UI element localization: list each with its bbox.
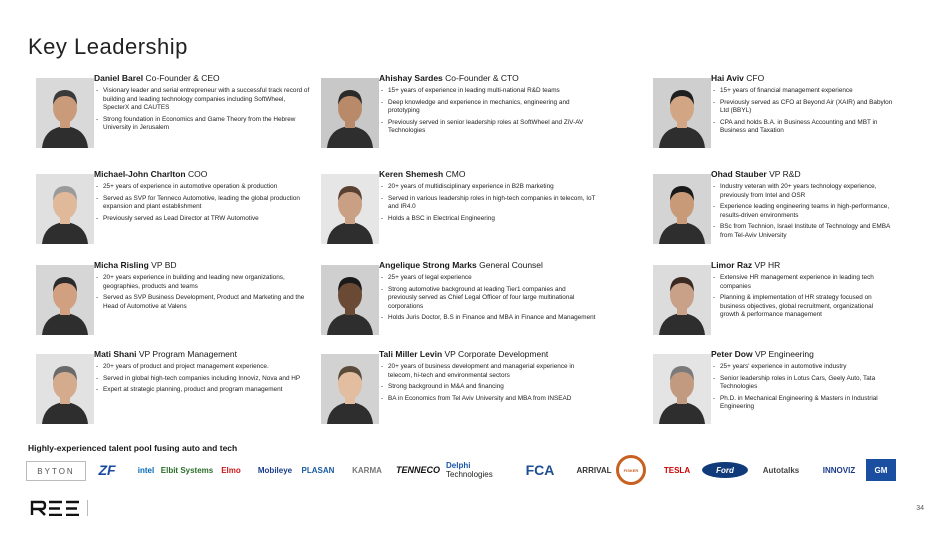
leader-bullets bbox=[713, 363, 893, 415]
leader-name-role bbox=[379, 349, 548, 359]
company-logo bbox=[816, 455, 862, 485]
bullet-item: - Previously served as CFO at Beyond Air (XAIR) and Babylon Ltd (BBYL) bbox=[713, 99, 893, 116]
company-logo bbox=[26, 461, 86, 481]
portrait-photo bbox=[36, 174, 94, 244]
leader-name: Michael-John Charlton bbox=[94, 169, 186, 179]
bullet-item: - 25+ years' experience in automotive industry bbox=[713, 363, 893, 372]
bullet-item: - Senior leadership roles in Lotus Cars, Geely Auto, Tata Technologies bbox=[713, 375, 893, 392]
company-logo bbox=[702, 462, 748, 478]
bullet-item: - Planning & implementation of HR strategy focused on business objectives, global recruitment, organizational growth & performance management bbox=[713, 294, 893, 320]
leader-name: Ahishay Sardes bbox=[379, 73, 443, 83]
leader-name-role bbox=[94, 73, 220, 83]
page-number: 34 bbox=[916, 505, 924, 512]
leader-role: VP Engineering bbox=[752, 349, 814, 359]
company-logo-text: Autotalks bbox=[762, 465, 800, 475]
bullet-item: - BSc from Technion, Israel Institute of Technology and EMBA from Tel-Aviv University bbox=[713, 223, 893, 240]
leader-name-role bbox=[711, 73, 764, 83]
leader-role: Co-Founder & CTO bbox=[442, 73, 519, 83]
portrait-photo bbox=[36, 265, 94, 335]
bullet-item: - CPA and holds B.A. in Business Accounting and MBT in Business and Taxation bbox=[713, 119, 893, 136]
bullet-item: - 20+ years of product and project management experience. bbox=[96, 363, 311, 372]
company-logo-text: intel bbox=[137, 465, 155, 475]
leader-bullets bbox=[713, 274, 893, 323]
portrait-photo bbox=[321, 265, 379, 335]
company-logo-text: BYTON bbox=[37, 466, 75, 476]
leader-role: Co-Founder & CEO bbox=[143, 73, 220, 83]
company-logo-text: PLASAN bbox=[301, 465, 335, 475]
footer-divider bbox=[87, 500, 88, 516]
leader-name-role bbox=[94, 349, 237, 359]
leader-bullets bbox=[96, 183, 311, 226]
bullet-item: - Visionary leader and serial entrepreneur with a successful track record of building and leading technology companies including SoftWheel, SpecterX and CAUTES bbox=[96, 87, 311, 113]
leader-bullets bbox=[381, 363, 596, 406]
leader-role: VP Program Management bbox=[136, 349, 237, 359]
company-logo bbox=[574, 455, 614, 485]
company-logo-text: TENNECO bbox=[395, 465, 440, 475]
company-logo bbox=[88, 455, 126, 485]
bullet-item: - Previously served in senior leadership roles at SoftWheel and ZiV-AV Technologies bbox=[381, 119, 596, 136]
leader-name: Daniel Barel bbox=[94, 73, 144, 83]
company-logo-text: Ford bbox=[716, 465, 734, 475]
leader-name: Keren Shemesh bbox=[379, 169, 444, 179]
leader-name-role bbox=[379, 73, 519, 83]
company-logo bbox=[394, 455, 442, 485]
leader-photo bbox=[36, 174, 94, 244]
leader-name-role bbox=[379, 169, 465, 179]
leader-photo bbox=[653, 354, 711, 424]
leader-photo bbox=[653, 78, 711, 148]
leader-photo bbox=[653, 174, 711, 244]
bullet-item: - Experience leading engineering teams in high-performance, results-driven environments bbox=[713, 203, 893, 220]
bullet-item: - 25+ years of experience in automotive operation & production bbox=[96, 183, 311, 192]
bullet-item: - Strong foundation in Economics and Game Theory from the Hebrew University in Jerusalem bbox=[96, 116, 311, 133]
bullet-item: - 20+ years of multidisciplinary experience in B2B marketing bbox=[381, 183, 596, 192]
portrait-photo bbox=[653, 354, 711, 424]
leader-name: Peter Dow bbox=[711, 349, 753, 359]
company-logo bbox=[866, 459, 896, 481]
portrait-photo bbox=[321, 354, 379, 424]
leader-name-role bbox=[711, 260, 780, 270]
company-logo-text: Elmo bbox=[221, 465, 241, 475]
company-logo-text: KARMA bbox=[352, 465, 382, 475]
company-logo bbox=[446, 455, 506, 485]
company-logo-text: Mobileye bbox=[257, 465, 293, 475]
bullet-item: - Served as SVP for Tenneco Automotive, leading the global production expansion and plant establishment bbox=[96, 195, 311, 212]
company-logo bbox=[616, 455, 646, 485]
leader-role: VP BD bbox=[148, 260, 177, 270]
company-logo-text: GM bbox=[874, 465, 888, 475]
company-logo bbox=[160, 455, 214, 485]
portrait-photo bbox=[653, 174, 711, 244]
company-logo-text: Elbit Systems bbox=[160, 465, 214, 475]
company-logos-strip bbox=[26, 455, 896, 489]
bullet-item: - Served as SVP Business Development, Product and Marketing and the Head of Automotive at Valens bbox=[96, 294, 311, 311]
leader-bullets bbox=[96, 87, 311, 136]
leader-photo bbox=[36, 78, 94, 148]
leader-role: VP R&D bbox=[766, 169, 801, 179]
bullet-item: - Expert at strategic planning, product and program management bbox=[96, 386, 311, 395]
company-logo-subtext: Technologies bbox=[446, 470, 493, 479]
leader-photo bbox=[36, 354, 94, 424]
leader-name: Hai Aviv bbox=[711, 73, 744, 83]
leader-photo bbox=[36, 265, 94, 335]
leader-bullets bbox=[381, 274, 596, 326]
company-logo bbox=[344, 455, 390, 485]
leader-bullets bbox=[96, 274, 311, 314]
leader-name: Angelique Strong Marks bbox=[379, 260, 477, 270]
company-logo-text: ARRIVAL bbox=[576, 465, 612, 475]
company-logo-text: Delphi bbox=[446, 461, 471, 470]
company-logo bbox=[656, 455, 698, 485]
bullet-item: - 20+ years of business development and managerial experience in telecom, hi-tech and environmental sectors bbox=[381, 363, 596, 380]
leader-bullets bbox=[96, 363, 311, 398]
bullet-item: - Strong automotive background at leading Tier1 companies and previously served as Chief Legal Officer of four large multinational corporations bbox=[381, 286, 596, 312]
bullet-item: - Served in various leadership roles in high-tech companies in telecom, IoT and IR4.0 bbox=[381, 195, 596, 212]
leader-name-role bbox=[94, 169, 207, 179]
bullet-item: - Strong background in M&A and financing bbox=[381, 383, 596, 392]
company-logo bbox=[752, 455, 810, 485]
leader-bullets bbox=[381, 183, 596, 226]
company-logo bbox=[254, 455, 296, 485]
leader-role: VP Corporate Development bbox=[442, 349, 549, 359]
portrait-photo bbox=[653, 265, 711, 335]
leader-name: Tali Miller Levin bbox=[379, 349, 443, 359]
leader-role: VP HR bbox=[752, 260, 781, 270]
company-logo-text: TESLA bbox=[663, 465, 691, 475]
company-logo bbox=[512, 455, 568, 485]
company-logo-text: ZF bbox=[98, 462, 116, 478]
leader-name: Ohad Stauber bbox=[711, 169, 767, 179]
bullet-item: - 20+ years experience in building and leading new organizations, geographies, products and teams bbox=[96, 274, 311, 291]
leader-name-role bbox=[711, 349, 814, 359]
company-logo-text: FCA bbox=[525, 462, 555, 478]
bullet-item: - Holds a BSC in Electrical Engineering bbox=[381, 215, 596, 224]
portrait-photo bbox=[321, 78, 379, 148]
portrait-photo bbox=[36, 78, 94, 148]
bullet-item: - Extensive HR management experience in leading tech companies bbox=[713, 274, 893, 291]
leader-role: General Counsel bbox=[476, 260, 543, 270]
leader-role: CFO bbox=[743, 73, 765, 83]
page-title: Key Leadership bbox=[28, 34, 188, 59]
portrait-photo bbox=[36, 354, 94, 424]
leader-photo bbox=[321, 354, 379, 424]
leader-name: Limor Raz bbox=[711, 260, 753, 270]
leader-name-role bbox=[379, 260, 543, 270]
bullet-item: - 25+ years of legal experience bbox=[381, 274, 596, 283]
portrait-photo bbox=[653, 78, 711, 148]
leader-role: CMO bbox=[443, 169, 466, 179]
leader-role: COO bbox=[185, 169, 208, 179]
bullet-item: - Deep knowledge and experience in mechanics, engineering and prototyping bbox=[381, 99, 596, 116]
leader-photo bbox=[321, 265, 379, 335]
leader-name-role bbox=[711, 169, 801, 179]
bullet-item: - Served in global high-tech companies including Innoviz, Nova and HP bbox=[96, 375, 311, 384]
bullet-item: - 15+ years of experience in leading multi-national R&D teams bbox=[381, 87, 596, 96]
leader-name: Mati Shani bbox=[94, 349, 137, 359]
leader-bullets bbox=[713, 183, 893, 244]
company-logo bbox=[129, 455, 163, 485]
leader-photo bbox=[321, 174, 379, 244]
company-logo bbox=[211, 455, 251, 485]
leader-bullets bbox=[381, 87, 596, 139]
portrait-photo bbox=[321, 174, 379, 244]
bullet-item: - 15+ years of financial management experience bbox=[713, 87, 893, 96]
bullet-item: - Ph.D. in Mechanical Engineering & Masters in Industrial Engineering bbox=[713, 395, 893, 412]
company-logo-text: FISKER bbox=[623, 467, 639, 473]
bullet-item: - Industry veteran with 20+ years technology experience, previously from Intel and OSR bbox=[713, 183, 893, 200]
bullet-item: - BA in Economics from Tel Aviv University and MBA from INSEAD bbox=[381, 395, 596, 404]
talent-pool-title: Highly-experienced talent pool fusing auto and tech bbox=[28, 443, 238, 453]
leader-bullets bbox=[713, 87, 893, 139]
ree-logo bbox=[30, 500, 82, 516]
leader-name-role bbox=[94, 260, 177, 270]
company-logo bbox=[298, 455, 338, 485]
leader-name: Micha Risling bbox=[94, 260, 149, 270]
company-logo-text: INNOVIZ bbox=[822, 465, 856, 475]
leader-photo bbox=[653, 265, 711, 335]
bullet-item: - Previously served as Lead Director at TRW Automotive bbox=[96, 215, 311, 224]
bullet-item: - Holds Juris Doctor, B.S in Finance and MBA in Finance and Management bbox=[381, 314, 596, 323]
leader-photo bbox=[321, 78, 379, 148]
